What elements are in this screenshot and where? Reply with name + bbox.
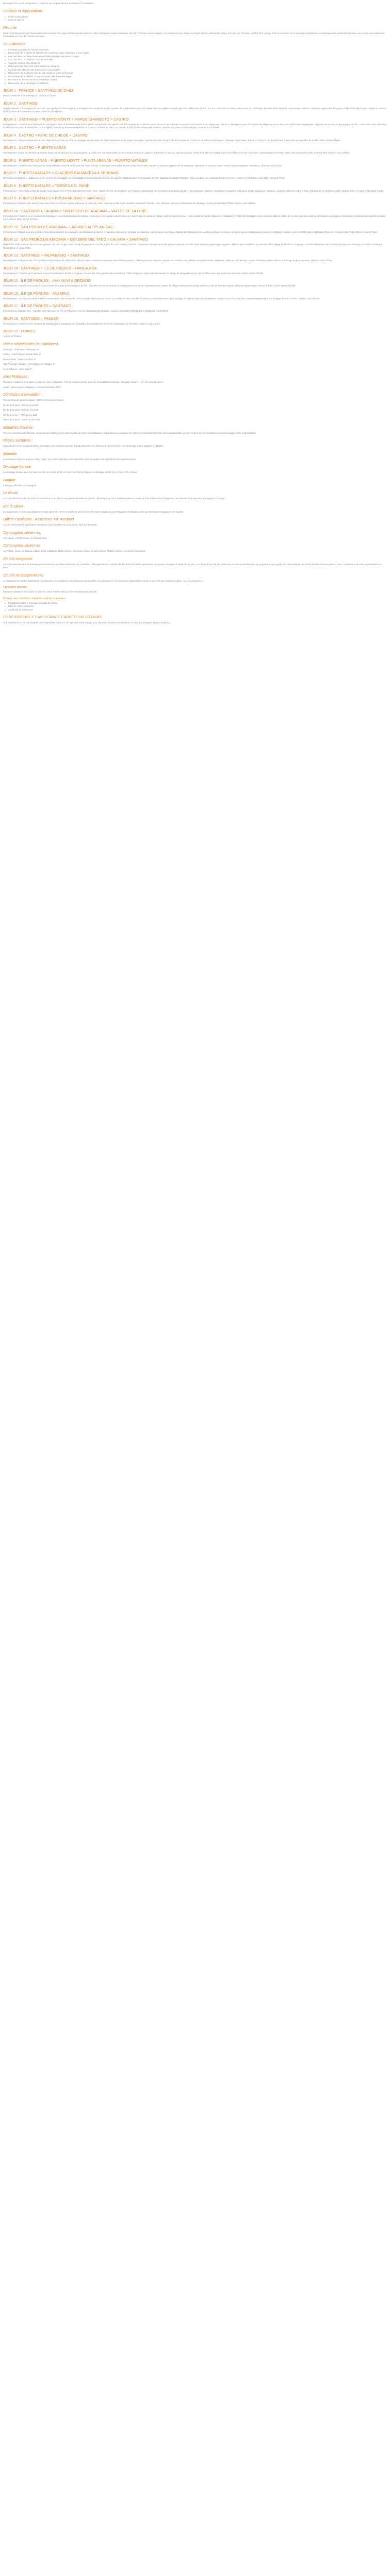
section-heading: Ce prix ne comprend pas [3,573,44,578]
section-heading: Vous aimerez : [3,42,27,46]
day-heading: JOUR 1 : FRANCE > SANTIAGO DU CHILI [3,89,73,93]
paragraph: Santé : aucun vaccin obligatoire. Courant électrique 220V. [3,385,61,388]
paragraph: Le Chili s'étend sur plus de 4000 km du nord au sud, offrant une grande diversité de climats : désertique au nord, méditerranéen au centre et froid et humide en Patagonie. Les saisons sont inversées par rapport à l'Europe. [3,497,225,500]
paragraph: Air France, LATAM, Iberia, Air Europa, KLM. [3,536,47,539]
section [3,26,388,39]
section-heading: Ce prix comprend [3,557,32,561]
section [3,317,388,326]
paragraph: De 60 à 31 jours : 25% du prix total [3,403,39,406]
paragraph: Puerto Varas : Hotel Cumbres 4* [3,358,36,361]
day-heading: JOUR 9 : PUERTO NATALES > PUNTA ARENAS > SANTIAGO [3,197,105,200]
day-heading: JOUR 4 : CASTRO > PARC DE CHILOÉ > CASTRO [3,133,88,138]
day-heading: JOUR 6 : PUERTO VARAS > PUERTO MONTT > PUNTA ARENAS > PUERTO NATALES [3,159,148,163]
paragraph: Arrivée en France. [3,335,22,337]
section [3,465,388,474]
section [3,585,388,594]
section [3,504,388,514]
bullet-item: ▸ Passeport valable 6 mois après la date de retour [8,602,388,605]
paragraph: Santiago : Hotel Atton El Bosque 4* [3,348,39,351]
paragraph: Pour les ressortissants français, un passeport valable 6 mois après la date de retour est obligatoire. Il appartient au voyageur de vérifier les formalités d'entrée selon sa nationalité. Le non-respect de ces formalités ne saurait engager notre responsabilité. [3,431,256,434]
bullet-item: ▸ Justificatif de ressources [8,608,388,612]
section-heading: Décalage horaire [3,465,31,469]
paragraph: Passeport valable 6 mois après la date de retour. Pas de visa pour les ressortissants français. [3,590,97,593]
bullet-item: ▸ L'itinéraire complet de l'Ouest Américain [8,48,388,52]
section [3,146,388,155]
section-heading: Services et équipements [3,9,43,13]
content [3,9,388,625]
paragraph: Petit déjeuner. Transfert vers l'aéroport de Puerto Montt et envol à destination de Punta Arenas. Accueil par votre guide local et route vers Puerto Natales à travers les plaines de la Patagonie. Déjeuner en cours de route. Arrivée à Puerto Natales, installation, dîner et nuit à l'hôtel. [3,164,283,167]
bullet-item: ▸ Hébergements dans des hôtels de bonne catégorie [8,65,388,69]
day-heading: JOUR 2 : SANTIAGO [3,101,38,106]
bullet-item: ▸ Guide Francophone [8,15,388,19]
day-heading: JOUR 7 : PUERTO NATALES > GLACIERS BALMACEDA & SERRANO [3,172,119,175]
paragraph: Les pourboires ne sont pas obligatoires mais appréciés. Il est conseillé de prévoir des vêtements chauds pour la Patagonie et l'altiplano ainsi que de bonnes chaussures de marche. [3,510,184,513]
day-heading: JOUR 11 : SAN PEDRO DE ATACAMA – LAGUNES ALTIPLANICAS [3,225,113,229]
day-heading: JOUR 15 : ÎLE DE PÂQUES – AHU AKIVI & ORONGO [3,279,91,283]
paragraph: Le supplément chambre individuelle, les boissons, les pourboires, les dépenses personnelles, les assurances, les excursions optionnelles et tout ce qui n'est pas mentionné dans « ce prix comprend ». [3,579,204,582]
section-heading: Langue [3,478,15,482]
section [3,329,388,338]
section [3,184,388,193]
section [3,517,388,527]
section [3,393,388,422]
section [3,117,388,130]
section [3,491,388,501]
section-heading: Règles sanitaires : [3,439,33,443]
section [3,531,388,540]
day-heading: JOUR 19 : FRANCE [3,330,36,333]
section-heading: Option Facultative : Assistance VIP Aéroport [3,518,74,521]
page-header-line: Description En Lycée uniquement | Ce Lycée est uniquement par Formation | Consultation [3,2,94,5]
day-heading: JOUR 14 : SANTIAGO > ÎLE DE PÂQUES – HANGA ROA [3,266,97,270]
paragraph: Petit déjeuner. Transfert vers l'aéroport de Santiago pour assistance aux formalités d'enregistrement et envol à destination de la France. Dîner et nuit à bord. [3,322,160,325]
paragraph: Petit déjeuner. Départ en bateau pour une journée de navigation sur le fjord Última Esperanza. Découverte des glaciers Balmaceda et Serrano dans le Parc National Bernardo O'Higgins. Déjeuner dans une estancia. Retour à Puerto Natales en fin d'après-midi. Dîner et nuit à l'hôtel. [3,177,285,179]
bullet-item: ▸ Visite de Sedona et la Route 66 [8,62,388,65]
section-heading: Le climat [3,492,18,495]
section [3,89,388,98]
section [3,452,388,462]
section-heading: À noter, les conditions d'entrée sont les suivantes : [3,597,67,600]
section [3,304,388,313]
section-heading: Compagnies aériennes: [3,531,41,535]
bullet-item: ▸ Découverte de la montagne de Williams [8,82,388,86]
section [3,279,388,288]
bullet-item: ▸ Billet de retour obligatoire [8,605,388,608]
day-heading: JOUR 13 : SANTIAGO > VALPARAISO > SANTIAGO [3,254,89,258]
paragraph: Envol à destination de Santiago du Chili. Nuit à bord. [3,94,56,97]
paragraph: La monnaie locale est le peso chilien (CLP). Les cartes bancaires internationales sont acceptées dans la plupart des établissements. [3,457,136,461]
section [3,196,388,206]
paragraph: Vaccinations à jour recommandées. Consultez votre médecin avant le départ. Emporter une pharmacie personnelle et une protection solaire adaptée à l'altitude. [3,445,164,447]
paragraph: De 30 à 21 jours : 50% du prix total [3,409,39,411]
paragraph: Petit déjeuner. Départ pour une journée d'excursion à travers les paysages spectaculaires du désert d'Atacama. Découverte du Salar de Atacama et de la lagune de Chaxa, habitat des flamants roses. Visite du village de Socaire puis des lagunes altiplaniques Miscanti et Miñiques situées à plus de 4000 mètres d'altitude. Déjeuner. Retour à San Pedro. Dîner et nuit à l'hôtel. [3,230,378,233]
bullet-item: ▸ Une nuit dans un hôtel au cœur de Yosemite [8,58,388,62]
day-heading: JOUR 17 : ÎLE DE PÂQUES > SANTIAGO [3,304,72,308]
paragraph: Petit déjeuner. Journée d'excursion à la découverte des sites archéologiques de l'île : Ahu Akivi et ses sept moais, le volcan Rano Kau et son impressionnant cratère, le village cérémoniel d'Orongo dédié au culte de l'homme-oiseau. Déjeuner pique-nique. Retour à l'hôtel. Dîner et nuit à l'hôtel. [3,284,296,287]
paragraph: Moins de 8 jours : 100% du prix total [3,418,40,421]
section [3,9,388,22]
paragraph: Petit déjeuner. Route en direction de Puerto Varas, située au bord du lac Llanquihue, qui offre une vue imprenable sur les volcans Osorno et Calbuco. Traversée en bac du canal de Chacao. Visite de la ville de Frutillar et de son théâtre sur le lac. Déjeuner. Continuation vers Puerto Varas, découverte de la ville et temps libre. Dîner et nuit à l'hôtel. [3,151,350,154]
paragraph: Une assistance et une conciergerie sont disponibles 24h/24 et 7j/7 pendant votre voyage pour répondre à toutes vos questions et vous accompagner en cas d'imprévu. [3,621,171,624]
paragraph: Départ très tôt le matin en direction des geysers del Tatio, le plus haut champ de geysers du monde, à plus de 4300 mètres d'altitude. Observation du spectacle des geysers au lever du soleil. Petit déjeuner pique-nique sur place. Retour vers San Pedro en passant par le village de Machuca. Déjeuner. Transfert à l'aéroport de Calama et envol pour Santiago. Accueil et transfert à l'hôtel. Dîner et nuit à l'hôtel. [3,243,383,249]
paragraph: Air France, Iberia, Air Europa, Latam, KLM, Lufthansa, Delta Airlines, American Airlines, United Airlines, Turkish Airlines, Aerolineas Argentinas. [3,550,146,552]
section [3,615,388,625]
section [3,209,388,222]
paragraph: La langue officielle est l'espagnol. [3,484,37,487]
paragraph: Les vols internationaux et domestiques mentionnés, les taxes aériennes, les transferts, l'hébergement en chambre double dans les hôtels mentionnés, la pension complète du déjeuner du jour 2 au dîner du jour 18, les visites et excursions mentionnées au programme avec guide local francophone, les droits d'entrée dans les sites et parcs, l'assistance de notre représentant sur place. [3,563,382,569]
section [3,253,388,263]
section-heading: Résumé [3,26,17,30]
paragraph: Partez à la découverte de l'Ouest américain le temps d'un séjour mêlant grands espaces, villes mythiques et parcs nationaux. De San Francisco à Los Angeles, en passant par Las Vegas, le Grand Canyon, Monument Valley et le parc de Yosemite, profitez d'un voyage riche en émotions et en paysages grandioses. Accompagné d'un guide francophone, vous vivrez une expérience inoubliable au cœur de l'Ouest Américain. [3,31,385,38]
section [3,438,388,448]
paragraph: Plus de 60 jours avant le départ : 150€ de frais par personne [3,399,64,401]
paragraph: Le décalage horaire avec la France est de -4h en été et -6h en hiver. Sur l'île de Pâques, le décalage est de -6h en été et -8h en hiver. [3,471,138,473]
paragraph: Île de Pâques : Hotel Otai 3* [3,367,32,370]
day-heading: JOUR 18 : SANTIAGO > FRANCE [3,317,59,321]
section [3,42,388,86]
section [3,573,388,583]
section-heading: CONCIERGERIE ET ASSISTANCE CARREFOUR VOYAGES [3,616,103,619]
paragraph: Petit déjeuner. Départ matinal vers le Parc National de Chiloé qui offre un paysage spectaculaire de forêts tempérées et de plages sauvages. Randonnée dans le parc à la découverte de la faune et de la flore endémiques. Déjeuner pique-nique. Retour à Castro en fin d'après-midi, temps libre pour profiter de la ville. Dîner et nuit à l'hôtel. [3,139,341,142]
paragraph: Petit déjeuner. Visite de la grotte du Milodon puis départ vers le Parc National Torres del Paine, classé réserve de biosphère par l'Unesco. Découverte des paysages grandioses du parc : lacs turquoise, glaciers, montagnes escarpées et la faune locale (guanacos, nandous, condors). Déjeuner dans le parc. Randonnée et nombreux arrêts photos. Dîner et nuit à l'hôtel dans le parc. [3,189,384,192]
bullet-list [3,15,388,22]
section [3,557,388,570]
paragraph: Petit déjeuner. Journée consacrée à la découverte de la côte est de l'île : Ahu Tongariki et ses quinze moais, la carrière de Rano Raraku où étaient sculptés les moais, puis la plage d'Anakena entourée de palmiers et ses moais d'Ahu Nau Nau. Déjeuner pique-nique sur la plage. Retour à l'hôtel. Dîner et nuit à l'hôtel. [3,297,320,300]
section [3,342,388,371]
bullet-item: ▸ Découverte de la Vallée de la Mort, des nombreux parcs nationaux et Las Vegas [8,52,388,55]
section-heading: Modalités d'entrée : [3,426,35,430]
section [3,597,388,612]
section-heading: Conditions d'annulation : [3,393,43,397]
section [3,478,388,488]
paragraph: Petit déjeuner. Matinée libre. Transfert vers l'aéroport de l'île de Pâques et envol à destination de Santiago. Accueil et transfert à l'hôtel. Dîner d'adieu et nuit à l'hôtel. [3,310,169,312]
section [3,133,388,143]
bullet-list [3,602,388,612]
bullet-item: ▸ Découverte de la célèbre Scenic Drive de Lake Powell et Page [8,75,388,79]
day-heading: JOUR 12 : SAN PEDRO DE ATACAMA > GEYSERS DEL TATIO > CALAMA > SANTIAGO [3,238,148,242]
section [3,159,388,168]
document [0,0,391,637]
day-heading: JOUR 16 : ÎLE DE PÂQUES – ANAKENA [3,292,70,296]
section [3,238,388,250]
section [3,426,388,435]
day-heading: JOUR 10 : SANTIAGO > CALAMA > SAN PEDRO DE ATACAMA – VALLÉE DE LA LUNE [3,209,147,213]
paragraph: Petit déjeuner. Transfert vers l'aéroport et envol à destination de l'île de Pâques. Accueil par votre guide local et transfert à l'hôtel. Déjeuner. Après-midi découverte du village de Hanga Roa et du site de Tahai avec ses moais face à l'océan. Dîner et nuit à l'hôtel. [3,272,264,275]
section-heading: Compagnies aériennes [3,544,40,548]
paragraph: Petit déjeuner. Matinée libre dans le parc puis route vers Punta Arenas. Déjeuner en cours de route. Visite de la ville et du cimetière municipal. Transfert vers l'aéroport et envol à destination de Santiago. Accueil et transfert à l'hôtel. Dîner et nuit à l'hôtel. [3,202,256,205]
paragraph: Petit déjeuner. Transfert vers l'aéroport de Santiago et envol à destination de Puerto Montt. Accueil par votre guide local. Découverte de la ville de Puerto Montt et ses marchés de poisson et artisanat local. Départ vers l'île de Chiloé en bac puis découverte du village de Ancud avec ses fortifications espagnoles. Déjeuner de curanto, le plat typique de l'île. Continuation vers Dalcahue et visite de son marché artisanal et de son église, classée au Patrimoine Mondial de l'Unesco. Arrivée à Castro, la capitale de l'île, et découverte des palafitos, maisons sur pilotis emblématiques. Dîner et nuit à l'hôtel. [3,123,387,129]
section-heading: Hôtels sélectionnés (ou similaires) : [3,342,60,346]
paragraph: Castro : Hotel Parque Quinta Gaby 4* [3,353,41,355]
bullet-item: ▸ Une nuit dans un lodge à Monument Valley au cœur des terres Navajo [8,55,388,59]
paragraph: San Pedro de Atacama : Hotel Diego de Almagro 4* [3,363,55,365]
paragraph: Arrivée matinale à Santiago et accueil par votre guide local francophone. Transfert et découverte de la ville, capitale de la République du Chili, située dans une vallée entourée par la Cordillère des Andes : le Cerro Santa Lucia, la Plaza de Armas, la Cathédrale, le Palais de la Moneda et le quartier Lastarria. Déjeuner. Après-midi libre pour profiter de la ville à votre rythme ou partir à la découverte des nombreux musées. Dîner et nuit à l'hôtel. [3,107,386,113]
section [3,225,388,234]
bullet-item: ▸ Excursion en bateau sur le lac Powell (en option) [8,78,388,82]
section-heading: Bon à savoir [3,504,23,509]
paragraph: De 20 à 8 jours : 75% du prix total [3,413,38,416]
section [3,544,388,553]
section-heading: Formalités d'entrée [3,586,27,589]
bullet-item: ▸ Découverte de la grande Ville de Las Vegas au cœur du Nevada [8,72,388,75]
day-heading: JOUR 3 : SANTIAGO > PUERTO MONTT > MARDE CHANGOTO > CASTRO [3,117,129,122]
bullet-item: ▸ Couvert Agence [8,19,388,22]
section [3,292,388,301]
section [3,266,388,276]
bullet-list [3,48,388,86]
section [3,375,388,389]
day-heading: JOUR 5 : CASTRO > PUERTO VARAS [3,146,66,150]
section [3,171,388,180]
paragraph: Petit déjeuner. Transfert vers l'aéroport de Santiago et envol à destination de Calama. Accueil par votre guide local et route vers San Pedro de Atacama, village situé au cœur du désert le plus aride du monde. Déjeuner. Installation à l'hôtel. En fin d'après-midi, excursion dans la Vallée de la Lune pour découvrir ses formations géologiques étonnantes et assister au coucher du soleil sur le désert. Dîner et nuit à l'hôtel. [3,214,385,221]
paragraph: Accueil personnalisé à l'aéroport, assistance aux formalités et accès salon. Tarif sur demande. [3,523,98,526]
day-heading: JOUR 8 : PUERTO NATALES > TORRES DEL PAINE [3,184,90,188]
paragraph: Petit déjeuner. Départ vers la côte pacifique et découverte de Valparaiso, ville portuaire classée au Patrimoine Mondial de l'Unesco, célèbre pour ses maisons colorées accrochées aux collines et ses funiculaires. Déjeuner. Visite de Viña del Mar, station balnéaire voisine. Retour à Santiago en fin de journée. Dîner et nuit à l'hôtel. [3,259,333,262]
paragraph: Passeport valable 6 mois après la date de retour obligatoire. Pas de visa nécessaire pour les ressortissants français. Décalage horaire : -4 à -6h selon la saison. [3,381,164,383]
section-heading: Infos Pratiques : [3,375,29,379]
section-heading: Monnaie [3,452,17,456]
section [3,101,388,114]
bullet-item: ▸ La visite des villes de San Francisco et Los Angeles [8,69,388,72]
